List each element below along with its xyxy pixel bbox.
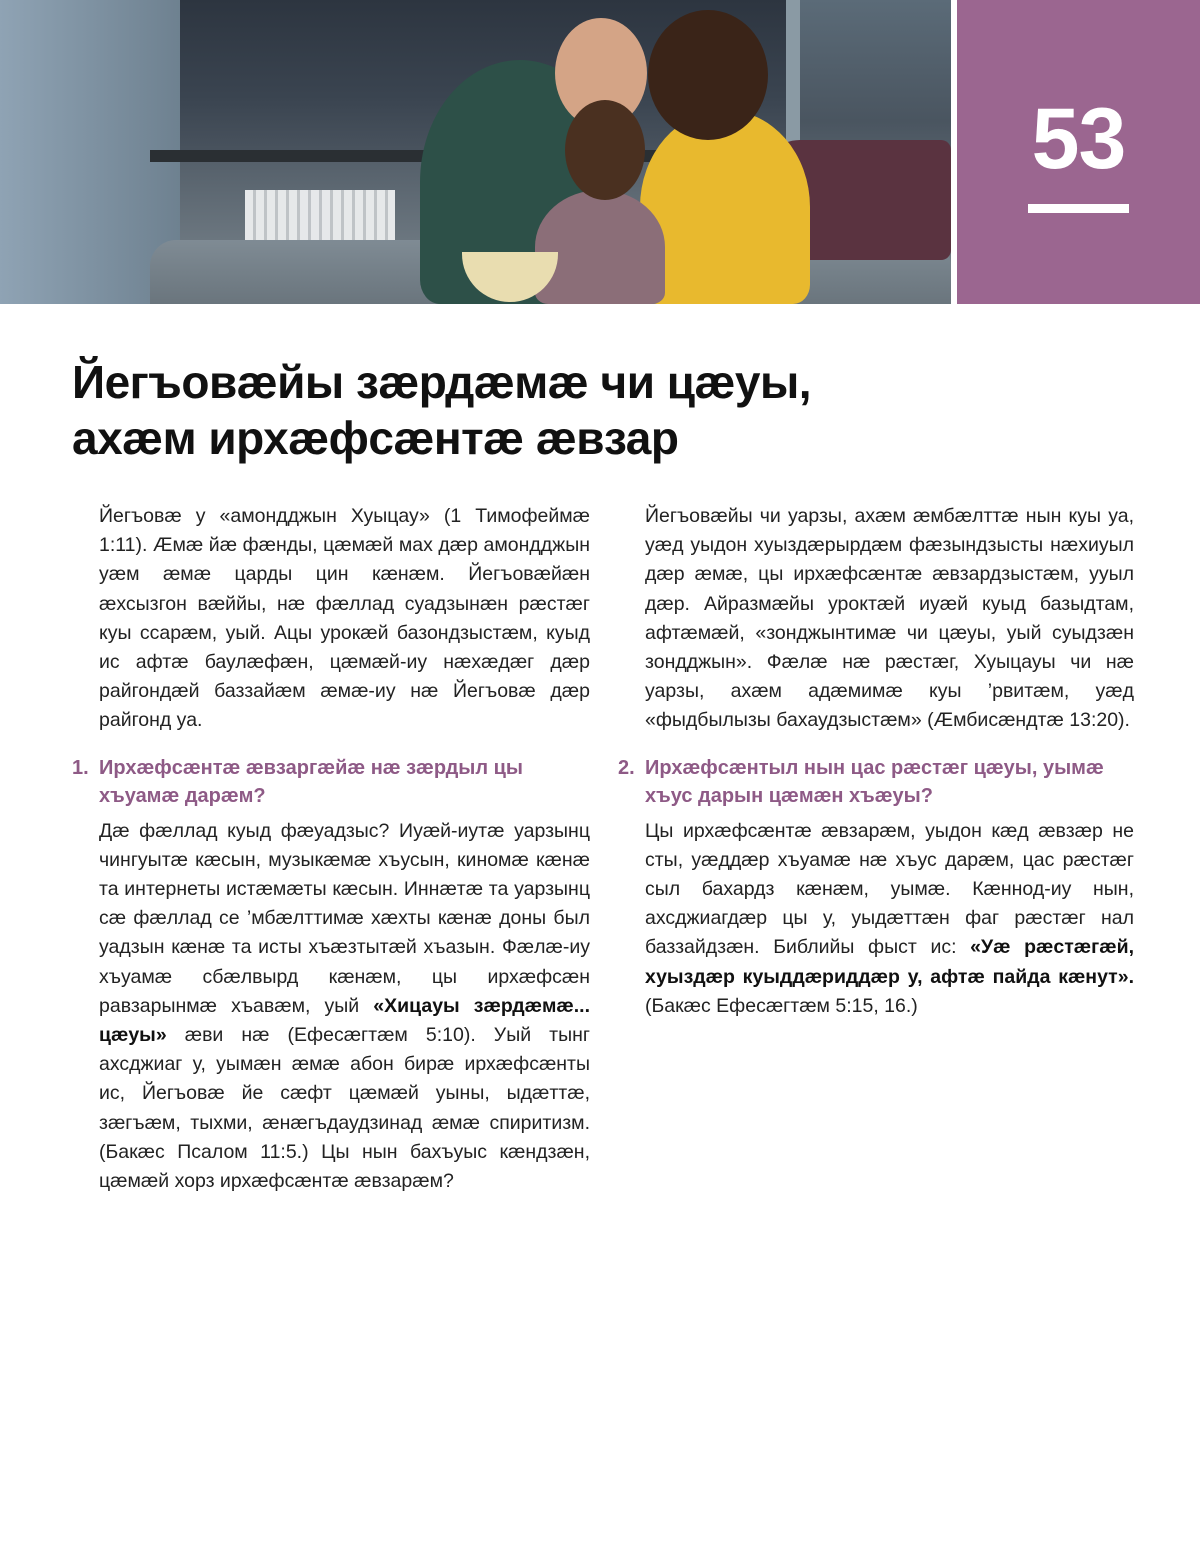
lesson-number: 53 [1031,91,1126,187]
question-2-text: Ирхæфсæнтыл нын цас рæстæг цæуы, уымæ хъус дарын цæмæн хъæуы? [645,756,1104,807]
family-watching-tv-photo [0,0,951,304]
header [0,0,1200,304]
question-1-heading [72,754,590,810]
page-title [72,354,1132,466]
question-1-body-start: Дæ фæллад куыд фæуадзыс? Иуæй-иутæ уарзынц чингуытæ кæсын, музыкæмæ хъусын, киномæ кæнæ та интернеты истæмæты кæсын. Иннæтæ та уарзынц сæ фæллад се ’мбæлттимæ хæхты кæнæ доны был уадзын кæнæ та исты хъæзтытæй хъазын. Фæлæ-иу хъуамæ сбæлвырд кæнæм, цы ирхæфсæн равзарынмæ хъавæм, уый [99,819,590,1017]
question-1-text: Ирхæфсæнтæ æвзаргæйæ нæ зæрдыл цы хъуамæ дарæм? [99,756,523,807]
question-2-heading [618,754,1134,810]
page-title-line-2: ахæм ирхæфсæнтæ æвзар [72,412,679,464]
lesson-number-underline [1028,204,1129,213]
intro-paragraph: Йегъовæ у «амондджын Хуыцау» (1 Тимофеймæ 1:11). Æмæ йæ фæнды, цæмæй мах дæр амондджын уæм æмæ царды цин кæнæм. Йегъовæйæн æхсызгон вæййы, нæ фæллад суадзынæн рæстæг куы ссарæм, уый. Ацы урокæй базондзыстæм, куыд ис афтæ баулæфæн, цæмæй-иу нæхæдæг дæр райгондæй баззайæм æмæ-иу нæ Йегъовæ дæр райгонд уа. [99,505,590,732]
question-1-paragraph [72,817,590,1197]
question-2-scripture-quote: «Уæ рæстæгæй, хуыздæр куыддæриддæр у, афтæ пайда кæнут». [645,936,1134,988]
question-1-scripture-quote: «Хицауы зæрдæмæ... цæуы» [99,994,590,1047]
question-2-body-start: Цы ирхæфсæнтæ æвзарæм, уыдон кæд æвзæр не сты, уæддæр хъуамæ нæ хъус дарæм, цас рæстæг сыл бахардз кæнæм, уымæ. Кæннод-иу нын, ахсджиагдæр цы у, уыдæттæн фаг рæстæг нал баззайдзæн. Библийы фыст ис: [645,819,1134,959]
question-2-number: 2. [618,756,635,779]
right-column [618,502,1134,1021]
question-1-number: 1. [72,756,89,779]
question-2-paragraph [618,817,1134,1021]
question-1-body-end: æви нæ (Ефесæгтæм 5:10). Уый тынг ахсджиаг у, уымæн æмæ абон бирæ ирхæфсæнты ис, Йегъовæ йе сæфт цæмæй уыны, ыдæттæ, зæгъæм, тыхми, æнæгъдаудзинад æмæ спиритизм. (Бакæс Псалом 11:5.) Цы нын бахъуыс кæндзæн, цæмæй хорз ирхæфсæнтæ æвзарæм? [99,1024,590,1193]
right-intro-paragraph: Йегъовæйы чи уарзы, ахæм æмбæлттæ нын куы уа, уæд уыдон хуыздæрырдæм фæзындзысты нæхиуыл дæр æмæ, цы ирхæфсæнтæ æвзардзыстæм, ууыл дæр. Айразмæйы урoктæй иуæй куыд базыдтам, афтæмæй, «зонджынтимæ чи цæуы, уый суыдзæн зондджын». Фæлæ нæ рæстæг, Хуыцауы чи нæ уарзы, ахæм адæмимæ куы ’рвитæм, уæд «фыдбылызы бахаудзыстæм» (Æмбисæндтæ 13:20). [645,505,1134,732]
left-column [72,502,590,1196]
question-2-body-end: (Бакæс Ефесæгтæм 5:15, 16.) [645,994,918,1017]
page-title-line-1: Йегъовæйы зæрдæмæ чи цæуы, [72,356,812,408]
lesson-number-badge [957,0,1200,304]
